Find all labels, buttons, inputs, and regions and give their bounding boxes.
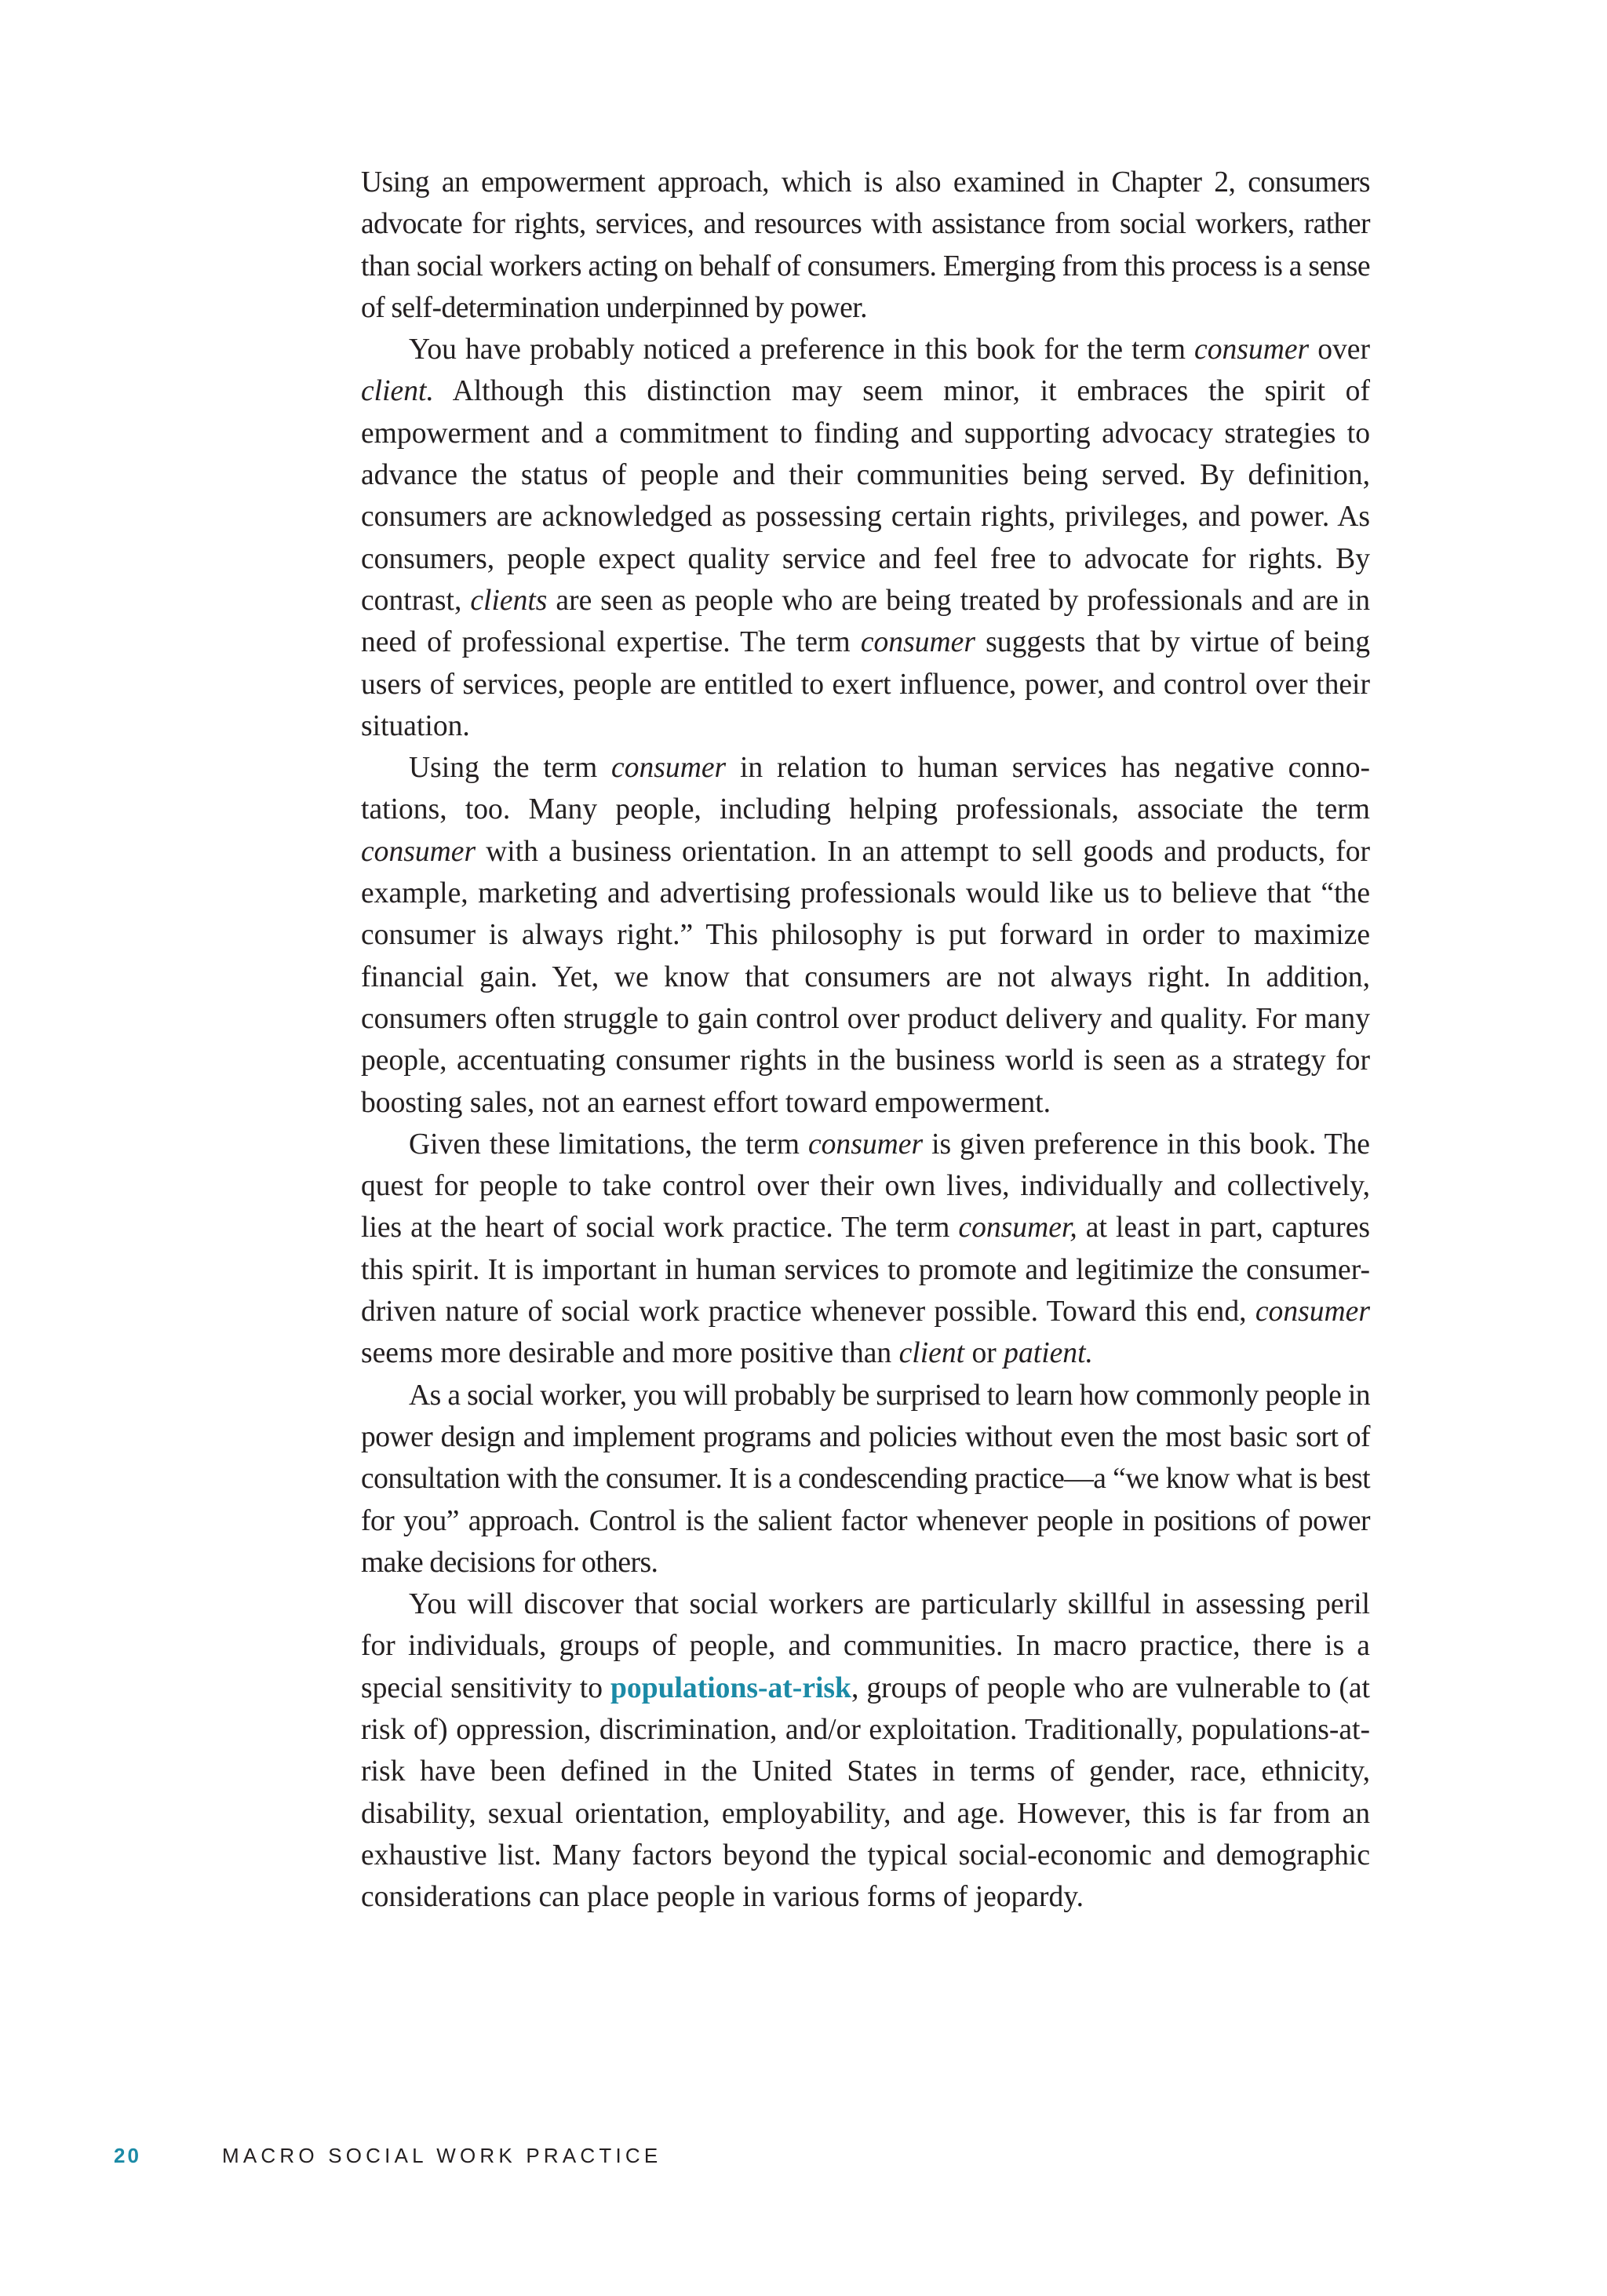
italic-term: client. [361, 375, 434, 408]
italic-term: consumer [860, 626, 975, 659]
page-number: 20 [114, 2144, 141, 2167]
paragraph-1: Using an empowerment approach, which is also examined in Chapter 2, consumers advocate for rights, services, and resources with assistance from social workers, rather than social workers acting on behalf of consumers. Emerging from this process is a sense of self-determination underpinned by power. [361, 166, 1370, 324]
paragraph-2-text: are seen as people who are being treated by professionals and are in need of professional expertise. The term [361, 584, 1370, 659]
paragraph-4-text: Given these limitations, the term [409, 1128, 808, 1161]
italic-term: consumer [611, 752, 727, 785]
paragraph-2 [361, 329, 1370, 747]
paragraph-6-text: , groups of people who are vulnerable to (at risk of) oppression, discrimination, and/or exploitation. Traditionally, populations-at-risk have been defined in the United States in terms of gender, race, ethnicity, disability, sexual orientation, employability, and age. However, this is far from an exhaustive list. Many factors beyond the typical social-economic and demographic considerations can place people in various forms of jeopardy. [361, 1671, 1370, 1914]
italic-term: consumer [1194, 333, 1310, 366]
italic-term: client [898, 1337, 965, 1370]
paragraph-2-text: over [1309, 333, 1370, 366]
paragraph-3-text: Using the term [409, 752, 612, 785]
paragraph-4-text: or [964, 1337, 1004, 1370]
paragraph-3 [361, 747, 1370, 1124]
paragraph-3-text: in relation to human services has negative connotations, too. Many people, including helping professionals, associate the term [361, 752, 1370, 826]
italic-term: clients [470, 584, 548, 617]
italic-term: consumer [807, 1128, 924, 1161]
italic-term: consumer [1255, 1296, 1370, 1328]
paragraph-2-text: You have probably noticed a preference in this book for the term [409, 333, 1195, 366]
body-text [361, 162, 1370, 1918]
key-term-populations-at-risk: populations-at-risk [610, 1671, 851, 1704]
paragraph-2-text: Although this distinction may seem minor, it embraces the spirit of empowerment and a commitment to finding and supporting advocacy strategies to advance the status of people and their communities being served. By definition, consumers are acknowledged as possessing certain rights, privileges, and power. As consumers, people expect quality service and feel free to advocate for rights. By contrast, [361, 375, 1370, 617]
paragraph-3-text: with a business orientation. In an attempt to sell goods and products, for example, marketing and advertising professionals would like us to believe that “the consumer is always right.” This philosophy is put forward in order to maximize financial gain. Yet, we know that consumers are not always right. In addition, consumers often struggle to gain control over product delivery and quality. For many people, accentuating consumer rights in the business world is seen as a strategy for boosting sales, not an earnest effort toward empowerment. [361, 835, 1370, 1119]
paragraph-6 [361, 1584, 1370, 1918]
paragraph-6-text: You will discover that social workers are particularly skillful in assessing peril for individuals, groups of people, and communities. In macro practice, there is a special sensitivity to [361, 1588, 1370, 1704]
italic-term: consumer [361, 835, 476, 868]
paragraph-4 [361, 1124, 1370, 1375]
paragraph-2-text: suggests that by virtue of being users of services, people are entitled to exert influence, power, and control over their situation. [361, 626, 1370, 742]
running-head: MACRO SOCIAL WORK PRACTICE [222, 2144, 662, 2167]
italic-term: consumer, [958, 1212, 1077, 1245]
paragraph-4-text: is given preference in this book. The quest for people to take control over their own lives, individually and collectively, lies at the heart of social work practice. The term [361, 1128, 1370, 1245]
paragraph-4-text: at least in part, captures this spirit. It is important in human services to promote and legitimize the consumer-driven nature of social work practice whenever possible. Toward this end, [361, 1212, 1370, 1328]
paragraph-5: As a social worker, you will probably be surprised to learn how commonly people in power design and implement programs and policies without even the most basic sort of consultation with the consumer. It is a condescending practice—a “we know what is best for you” approach. Control is the salient factor whenever people in positions of power make decisions for others. [361, 1379, 1370, 1579]
paragraph-4-text: seems more desirable and more positive than [361, 1337, 899, 1370]
italic-term: patient. [1004, 1337, 1093, 1370]
